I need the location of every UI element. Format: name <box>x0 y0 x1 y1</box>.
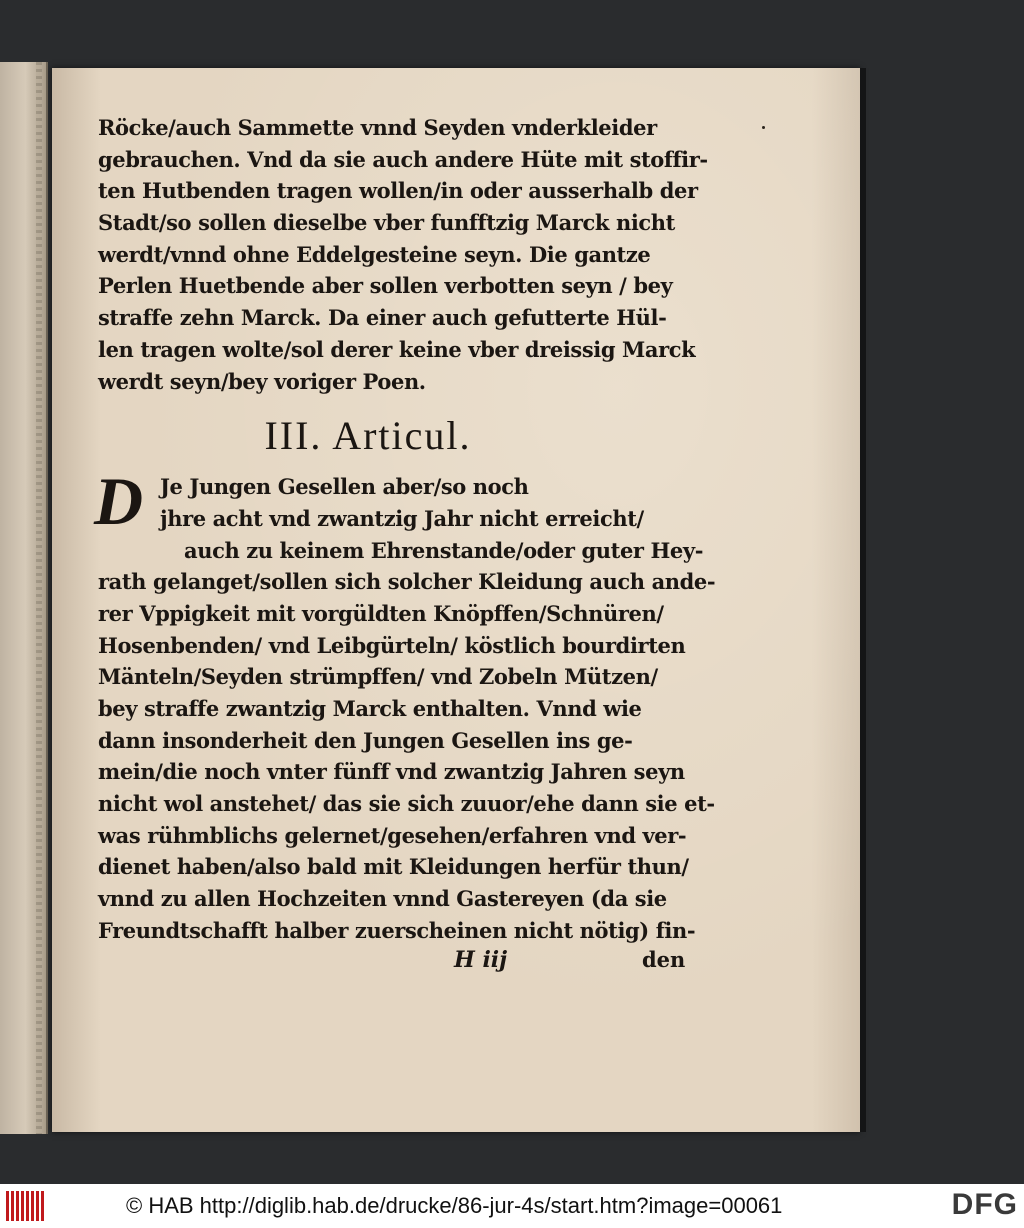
text-line: Perlen Huetbende aber sollen verbotten seyn / bey <box>98 273 673 299</box>
text-line: dann insonderheit den Jungen Gesellen ins ge- <box>98 727 633 753</box>
text-line: bey straffe zwantzig Marck enthalten. Vnnd wie <box>98 696 642 721</box>
text-line: gebrauchen. Vnd da sie auch andere Hüte mit stoffir- <box>98 146 708 172</box>
text-line: was rühmblichs gelernet/gesehen/erfahren vnd ver- <box>98 822 687 848</box>
document-page <box>52 68 860 1132</box>
text-line: mein/die noch vnter fünff vnd zwantzig Jahren seyn <box>98 759 685 785</box>
drop-cap: D <box>94 463 143 540</box>
text-line: Röcke/auch Sammette vnnd Seyden vnderkleider <box>98 115 657 140</box>
text-line: Mänteln/Seyden strümpffen/ vnd Zobeln Mützen/ <box>98 664 658 690</box>
text-line: Stadt/so sollen dieselbe vber funfftzig Marck nicht <box>98 210 675 236</box>
dfg-logo: DFG <box>951 1188 1018 1221</box>
text-line: len tragen wolte/sol derer keine vber dreissig Marck <box>98 336 696 362</box>
text-line: Hosenbenden/ vnd Leibgürteln/ köstlich bourdirten <box>98 632 686 658</box>
text-line: Freundtschafft halber zuerscheinen nicht nötig) fin- <box>98 917 696 943</box>
text-line: nicht wol anstehet/ das sie sich zuuor/ehe dann sie et- <box>98 791 715 817</box>
text-line: rer Vppigkeit mit vorgüldten Knöpffen/Schnüren/ <box>98 600 664 626</box>
text-line: vnnd zu allen Hochzeiten vnnd Gastereyen (da sie <box>98 886 667 912</box>
text-line: werdt seyn/bey voriger Poen. <box>98 368 426 394</box>
text-line: auch zu keinem Ehrenstande/oder guter Hey- <box>184 537 704 563</box>
previous-page-text-edge <box>36 62 42 1134</box>
text-line: straffe zehn Marck. Da einer auch gefutterte Hül- <box>98 305 667 331</box>
text-line: jhre acht vnd zwantzig Jahr nicht erreicht/ <box>160 505 644 531</box>
signature-mark: H iij <box>454 946 508 973</box>
text-line: dienet haben/also bald mit Kleidungen herfür thun/ <box>98 854 689 880</box>
page-shadow <box>860 68 866 1132</box>
page-footer-row <box>98 947 698 981</box>
previous-page-edge <box>0 62 48 1134</box>
paper-speck <box>762 126 765 129</box>
footer-bar <box>0 1184 1024 1228</box>
copyright-url[interactable]: © HAB http://diglib.hab.de/drucke/86-jur-4s/start.htm?image=00061 <box>126 1193 783 1218</box>
section-heading: III. Articul. <box>264 413 472 459</box>
text-line: werdt/vnnd ohne Eddelgesteine seyn. Die gantze <box>98 241 651 267</box>
library-barcode-icon <box>6 1191 46 1221</box>
catchword: den <box>642 946 686 972</box>
text-line: ten Hutbenden tragen wollen/in oder ausserhalb der <box>98 178 698 204</box>
page-text <box>94 112 716 981</box>
text-line: rath gelanget/sollen sich solcher Kleidung auch ande- <box>98 569 716 595</box>
text-line: Je Jungen Gesellen aber/so noch <box>160 474 529 500</box>
